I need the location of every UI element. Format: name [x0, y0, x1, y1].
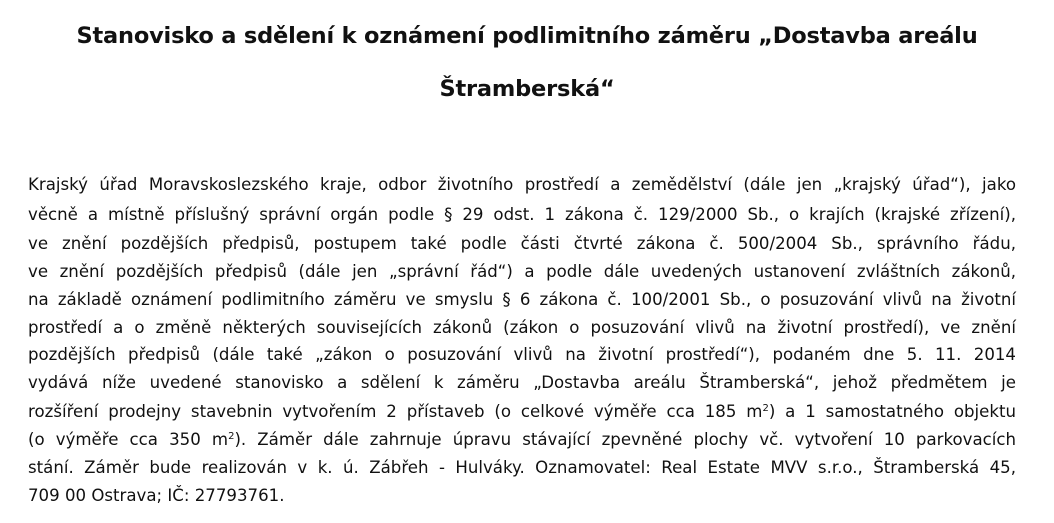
body-line: věcně a místně příslušný správní orgán podle § 29 odst. 1 zákona č. 129/2000 Sb., o krajích (krajské zřízení),	[28, 205, 1016, 224]
body-line: na základě oznámení podlimitního záměru ve smyslu § 6 zákona č. 100/2001 Sb., o posuzování vlivů na životní	[28, 290, 1016, 309]
superscript: 2	[228, 431, 235, 442]
body-line: 709 00 Ostrava; IČ: 27793761.	[28, 486, 285, 505]
body-text: rozšíření prodejny stavebnin vytvořením 2 přístaveb (o celkové výměře cca 185 m	[28, 402, 763, 421]
body-line: Krajský úřad Moravskoslezského kraje, odbor životního prostředí a zemědělství (dále jen „krajský úřad“), jako	[28, 175, 1016, 194]
body-line	[28, 430, 1016, 450]
body-line: pozdějších předpisů (dále také „zákon o posuzování vlivů na životní prostředí“), podaném dne 5. 11. 2014	[28, 345, 1016, 364]
body-text: (o výměře cca 350 m	[28, 430, 229, 449]
body-text: ) a 1 samostatného objektu	[768, 402, 1016, 421]
body-line: stání. Záměr bude realizován v k. ú. Zábřeh - Hulváky. Oznamovatel: Real Estate MVV s.r.o., Štramberská 45,	[28, 458, 1016, 477]
document-title-line-1: Stanovisko a sdělení k oznámení podlimitního záměru „Dostavba areálu	[76, 23, 978, 49]
body-line: ve znění pozdějších předpisů, postupem také podle části čtvrté zákona č. 500/2004 Sb., správního řádu,	[28, 234, 1016, 253]
body-line: vydává níže uvedené stanovisko a sdělení k záměru „Dostavba areálu Štramberská“, jehož předmětem je	[28, 373, 1016, 392]
document-title-line-2: Štramberská“	[439, 76, 615, 102]
body-line: ve znění pozdějších předpisů (dále jen „správní řád“) a podle dále uvedených ustanovení zvláštních zákonů,	[28, 262, 1016, 281]
superscript: 2	[762, 403, 769, 414]
body-text: ). Záměr dále zahrnuje úpravu stávající zpevněné plochy vč. vytvoření 10 parkovacích	[234, 430, 1016, 449]
body-line: prostředí a o změně některých souvisejících zákonů (zákon o posuzování vlivů na životní prostředí), ve znění	[28, 318, 1016, 337]
body-line	[28, 402, 1016, 422]
